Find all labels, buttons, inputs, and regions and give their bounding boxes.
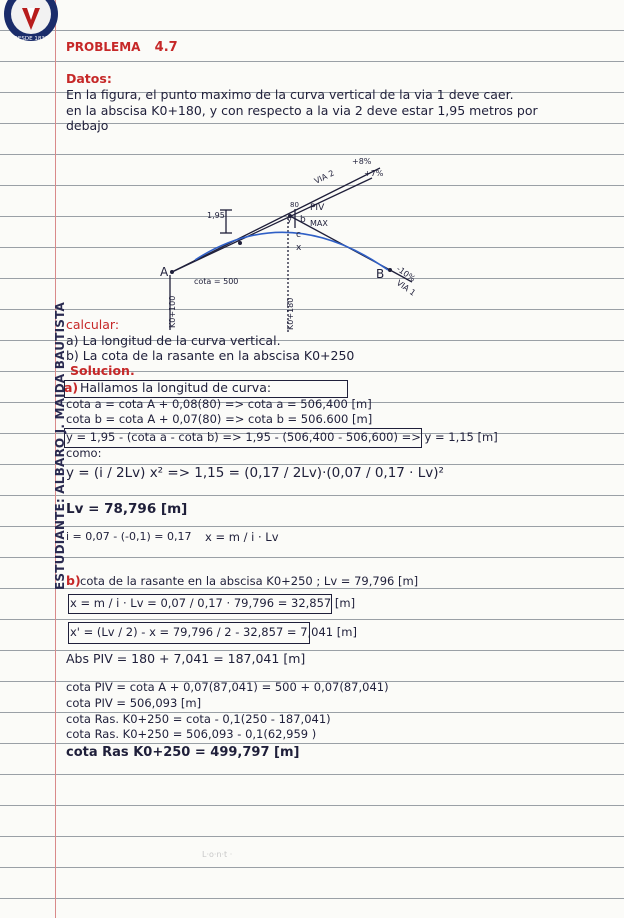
calcular-label: calcular:	[66, 317, 120, 332]
part-a-line-4: y = 1,95 - (cota a - cota b) => 1,95 - (506,400 - 506,600) => y = 1,15 [m]	[66, 430, 498, 444]
label-k0-100: K0+100	[168, 295, 177, 328]
label-k0-180: K0+180	[286, 297, 295, 330]
part-a-line-2: cota a = cota A + 0,08(80) => cota a = 506,400 [m]	[66, 397, 372, 411]
label-80: 80	[290, 201, 299, 209]
part-a-result-lv: Lv = 78,796 [m]	[66, 501, 188, 517]
label-cota: cota = 500	[194, 277, 239, 286]
part-b-line-3: x' = (Lv / 2) - x = 79,796 / 2 - 32,857 = 7,041 [m]	[70, 625, 357, 639]
part-b-line-1: cota de la rasante en la abscisa K0+250 ; Lv = 79,796 [m]	[80, 574, 419, 588]
via2-line	[172, 168, 380, 272]
label-max: MAX	[310, 219, 328, 228]
point-a	[170, 270, 174, 274]
part-b-result: cota Ras K0+250 = 499,797 [m]	[66, 745, 300, 760]
label-y: y	[287, 215, 292, 224]
label-via1: VIA 1	[394, 278, 418, 298]
part-b-line-8: cota Ras. K0+250 = 506,093 - 0,1(62,959 )	[66, 727, 317, 741]
label-c: c	[296, 230, 301, 240]
part-b-line-4: Abs PIV = 180 + 7,041 = 187,041 [m]	[66, 651, 306, 666]
label-plus7: +7%	[364, 169, 384, 178]
label-x: x	[296, 243, 302, 253]
part-b-line-6: cota PIV = 506,093 [m]	[66, 696, 202, 710]
point-b	[388, 268, 392, 272]
part-b-label: b)	[66, 573, 81, 588]
faint-mark: L·o·n·t ·	[202, 850, 233, 859]
problem-number: 4.7	[154, 40, 178, 55]
calc-item-a: a) La longitud de la curva vertical.	[66, 333, 281, 348]
point-a-lower	[238, 241, 242, 245]
y-result-box	[64, 428, 422, 448]
problem-title	[66, 40, 178, 55]
xprime-result-box	[68, 622, 310, 644]
part-b-line-5: cota PIV = cota A + 0,07(87,041) = 500 + 0,07(87,041)	[66, 680, 389, 694]
calc-item-b: b) La cota de la rasante en la abscisa K0+250	[66, 348, 355, 363]
part-a-formula: y = (i / 2Lv) x² => 1,15 = (0,17 / 2Lv)·(0,07 / 0,17 · Lv)²	[66, 465, 444, 481]
university-seal-logo	[2, 0, 60, 48]
datos-label: Datos:	[66, 71, 112, 86]
label-195: 1,95	[207, 211, 225, 220]
label-piv: PIV	[310, 203, 325, 213]
vertical-curve-arc	[195, 232, 388, 270]
label-via2: VIA 2	[312, 168, 336, 186]
statement-line-3: debajo	[66, 118, 109, 133]
tangent-line	[172, 178, 372, 272]
student-label: ESTUDIANTE: ALBARO J. MAIDA BAUTISTA	[53, 301, 67, 590]
label-plus8: +8%	[352, 157, 372, 166]
problem-title-text: PROBLEMA	[66, 40, 141, 54]
part-a-line-1: Hallamos la longitud de curva:	[80, 380, 272, 395]
label-A: A	[160, 265, 169, 279]
x-result-box	[68, 594, 332, 614]
label-minus10: -10%	[394, 264, 417, 284]
part-a-line-3: cota b = cota A + 0,07(80) => cota b = 506.600 [m]	[66, 412, 373, 426]
part-b-line-2: x = m / i · Lv = 0,07 / 0,17 · 79,796 = 32,857 [m]	[70, 596, 356, 610]
part-a-x-formula: x = m / i · Lv	[205, 530, 279, 544]
svg-text:DESDE 1832: DESDE 1832	[13, 36, 49, 42]
label-b: b	[300, 215, 306, 225]
part-b-line-7: cota Ras. K0+250 = cota - 0,1(250 - 187,041)	[66, 712, 331, 726]
solucion-label: Solucion.	[70, 363, 135, 378]
statement-line-2: en la abscisa K0+180, y con respecto a la via 2 deve estar 1,95 metros por	[66, 103, 538, 118]
vertical-curve-diagram	[150, 150, 450, 335]
part-a-label: a)	[64, 380, 79, 395]
label-B: B	[376, 267, 385, 281]
part-a-line-5: como:	[66, 446, 102, 460]
statement-line-1: En la figura, el punto maximo de la curva vertical de la via 1 deve caer.	[66, 87, 514, 102]
part-a-heading-box	[64, 380, 348, 398]
part-a-i-value: i = 0,07 - (-0,1) = 0,17	[66, 530, 192, 543]
